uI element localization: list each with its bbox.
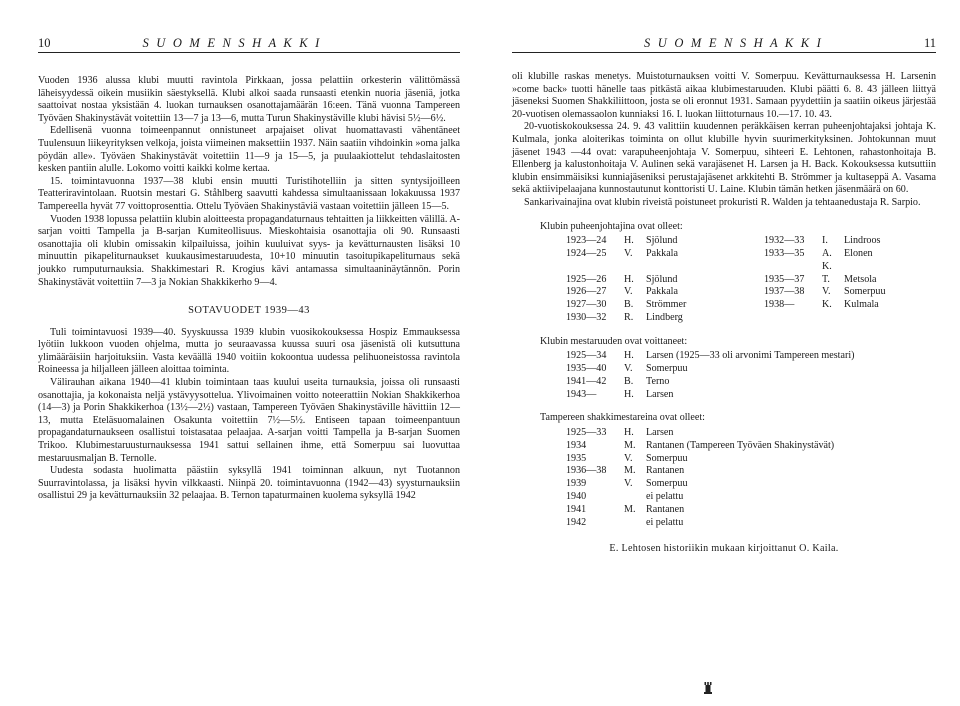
table-cell: V.: [624, 452, 633, 464]
table-cell: 1925—34: [566, 350, 607, 362]
table-cell: 1934: [566, 439, 587, 451]
table-cell: 1939: [566, 478, 587, 490]
table-cell: Sjölund: [646, 273, 678, 285]
chairmen-table: [566, 235, 936, 325]
paragraph: Vuoden 1938 lopussa pelattiin klubin aloitteesta propagandaturnaus tehtaitten ja liikkeitten välillä. A-sarjan voitti Tampella ja B-sarjan Kumiteollisuus. Mieskohtaisia osanottajia oli 90. Runsaasti osanottajia oli klubin omissakin kilpailuissa, joihin kuuluivat syys- ja kevätturnausten lisäksi 10 minuuttin pikapeliturnaukset kuukausimestaruudesta, 10+10 minuutin tasoitupikapeliturnaus sekä joukko rumputurnauksia. Shakkimestari R. Krogius kävi antamassa simultaaninäytännön. Porin Shakinystävät voitettiin 7—3 ja Nokian Shakkikerho 9—4.: [38, 213, 460, 288]
table-cell: K.: [822, 299, 832, 311]
table-cell: 1926—27: [566, 286, 607, 298]
paragraph: Välirauhan aikana 1940—41 klubin toimintaan taas kuului useita turnauksia, joissa oli runsaasti osanottajia, ja kokonaista neljä ystävyysottelua. Ylivoimainen voitto noteerattiin Nokian Shakkikerhoa (14—3) ja Porin Shakkikerhoa (13½—2½) vastaan, Tampereen Työväen Shakinystäville hävittiin 12—13, mutta Eteläsuomalainen Osakunta voitettiin 7½—5½. Entiseen tapaan toimeenpantuun propagandaturnaukseen osallistui toistasataa pelaajaa. A-sarjan voitti Tampella ja B-sarjan Suomen Trikoo. Klubimestaruusturnauksessa 1941 sattui sellainen ihme, että Somerpuu sai luovuttaa mestaruusmaljan B. Ternolle.: [38, 377, 460, 464]
table-cell: B.: [624, 299, 634, 311]
table-cell: 1933—35: [764, 247, 805, 259]
table-cell: 1937—38: [764, 286, 805, 298]
table-cell: Somerpuu: [646, 363, 688, 375]
paragraph: 15. toimintavuonna 1937—38 klubi ensin muutti Turistihotelliin ja sitten syntysijoilleen Teatteriravintolaan. Ruotsin mestari G. Ståhlberg saavutti kahdessa simultaanissaan lokakuussa 1937 Tampereella hyvät 77 voittoprosenttia. Ottelu Työväen Shakinystäviä vastaan voitettiin jälleen 15—5.: [38, 175, 460, 212]
table-cell: 1925—33: [566, 427, 607, 439]
right-page-header: [512, 36, 936, 53]
table-cell: Lindberg: [646, 311, 683, 323]
left-column: [38, 75, 460, 503]
table-cell: [624, 517, 646, 530]
paragraph: Tuli toimintavuosi 1939—40. Syyskuussa 1939 klubin vuosikokouksessa Hospiz Emmauksessa lyötiin lukkoon vuoden ohjelma, mutta jo seuraavassa kuussa suuri osa jäsenistä oli kutsuttuna ylimääräisiin harjoituksiin. Vasta keväällä 1940 voitiin kokoontua uudessa pelihuoneistossa ravintola Roineessa ja hiljalleen jälleen aloittaa toiminta.: [38, 326, 460, 376]
table-cell: T.: [822, 273, 830, 285]
table-cell: 1943—: [566, 388, 597, 400]
table-cell: Terno: [646, 375, 670, 387]
table-cell: B.: [624, 375, 634, 387]
city-champions-intro: Tampereen shakkimestareina ovat olleet:: [540, 412, 705, 424]
table-cell: 1940: [566, 491, 587, 503]
table-cell: Pakkala: [646, 286, 678, 298]
table-cell: M.: [624, 503, 636, 515]
author-note: E. Lehtosen historiikin mukaan kirjoittanut O. Kaila.: [609, 543, 839, 555]
table-cell: A. K.: [822, 247, 832, 272]
table-cell: 1930—32: [566, 311, 607, 323]
paragraph: Uudesta sodasta huolimatta päästiin syksyllä 1941 toiminnan alkuun, nyt Tuotannon Suurravintolassa, ja lisäksi hyvin vilkkaasti. Niinpä 20. toimintavuonna (1942—43) syysturnauksiin osallistui 29 ja kevätturnauksiin 32 pelaajaa. B. Ternon tapaturmainen kuolema syksyllä 1942: [38, 465, 460, 502]
left-page-header: [38, 36, 460, 53]
table-cell: Kulmala: [844, 299, 879, 311]
table-cell: H.: [624, 388, 634, 400]
table-cell: 1935—37: [764, 273, 805, 285]
table-cell: V.: [624, 363, 633, 375]
table-cell: 1924—25: [566, 247, 607, 259]
table-cell: Somerpuu: [646, 478, 688, 490]
table-cell: [822, 312, 844, 325]
paragraph: Sankarivainajina ovat klubin riveistä poistuneet prokuristi R. Walden ja tehtaanedustaja R. Sarpio.: [524, 196, 921, 208]
table-cell: Somerpuu: [646, 452, 688, 464]
table-cell: [624, 491, 646, 504]
table-cell: V.: [624, 247, 633, 259]
table-cell: Strömmer: [646, 299, 687, 311]
table-cell: 1938—: [764, 299, 795, 311]
table-cell: Rantanen (Tampereen Työväen Shakinystävät): [646, 439, 835, 451]
table-cell: H.: [624, 427, 634, 439]
running-title: S U O M E N S H A K K I: [142, 36, 322, 50]
section-title: SOTAVUODET 1939—43: [188, 305, 310, 317]
table-cell: Lindroos: [844, 235, 881, 247]
table-cell: R.: [624, 311, 634, 323]
table-cell: H.: [624, 350, 634, 362]
table-cell: 1932—33: [764, 235, 805, 247]
paragraph: Vuoden 1936 alussa klubi muutti ravintola Pirkkaan, jossa pelattiin orkesterin välittömässä läheisyydessä oikein musiikin säestyksellä. Klubi alkoi saada runsaasti etenkin nuoria jäseniä, jotka saattoivat nostaa yksistään 4. luokan turnauksen osanottajamäärän 16:een. Tänä vuonna Tampereen Työväen Shakinystävät voitettiin 13—7 ja 13—6, mutta Turun Shakinystäville klubi hävisi 5½—6½.: [38, 75, 460, 124]
table-cell: M.: [624, 465, 636, 477]
page-number: 11: [923, 36, 936, 50]
right-column: [512, 71, 936, 556]
table-cell: V.: [624, 478, 633, 490]
running-title: S U O M E N S H A K K I: [644, 36, 823, 50]
table-cell: 1935: [566, 452, 587, 464]
paragraph: oli klubille raskas menetys. Muistoturnauksen voitti V. Somerpuu. Kevätturnauksessa H. Larsenin »come back» tuotti hänelle taas pitkästä aikaa klubimestaruuden. Klubi päätti 6. 8. 43 jälleen liittyä jäseneksi Suomen Shakkiliittoon, josta se oli eronnut 1931. Samaan pyydettiin ja saatiin oikeus järjestää 20-vuotisen olemassaolon kunniaksi 16. I. luokan liittoturnaus 10.—17. 10. 43.: [512, 71, 936, 120]
table-cell: 1941: [566, 503, 587, 515]
club-champions-intro: Klubin mestaruuden ovat voittaneet:: [540, 335, 688, 347]
table-cell: 1935—40: [566, 363, 607, 375]
chairmen-list-intro: Klubin puheenjohtajina ovat olleet:: [540, 220, 683, 232]
table-cell: V.: [822, 286, 831, 298]
paragraph: 20-vuotiskokouksessa 24. 9. 43 valittiin kuudennen peräkkäisen kerran puheenjohtajaksi johtaja K. Kulmala, jonka aloiterikas toiminta on ollut klubille hyvin suurimerkityksinen. Johtokunnan muut jäsenet 1943 —44 ovat: varapuheenjohtaja V. Somerpuu, sihteeri E. Lehtonen, rahastonhoitaja B. Ellenberg ja kalustonhoitaja V. Aulinen sekä varajäsenet H. Larsen ja H. Back. Kokouksessa kutsuttiin klubin ensimmäisiksi kunniajäseniksi perustajajäsenet arkkitehti B. Strömmer ja kultaseppä A. Vasama sekä aktiivipelaajana kunnostautunut konttoristi U. Laine. Klubin tämän hetken jäsenmäärä on 60.: [512, 121, 936, 196]
table-cell: Larsen: [646, 388, 674, 400]
table-cell: Larsen (1925—33 oli arvonimi Tampereen mestari): [646, 350, 855, 362]
table-cell: H.: [624, 235, 634, 247]
club-champions-table: [566, 350, 936, 401]
table-cell: Larsen: [646, 427, 674, 439]
table-cell: [844, 312, 936, 325]
table-cell: 1923—24: [566, 235, 607, 247]
table-cell: 1941—42: [566, 375, 607, 387]
table-cell: Rantanen: [646, 503, 685, 515]
table-cell: Somerpuu: [844, 286, 886, 298]
table-cell: 1942: [566, 516, 587, 528]
table-cell: V.: [624, 286, 633, 298]
right-page: [490, 0, 960, 706]
table-cell: Pakkala: [646, 247, 678, 259]
table-cell: Metsola: [844, 273, 877, 285]
table-cell: H.: [624, 273, 634, 285]
table-cell: Sjölund: [646, 235, 678, 247]
page-number: 10: [38, 36, 51, 50]
table-cell: 1936—38: [566, 465, 607, 477]
table-cell: [764, 312, 822, 325]
table-cell: 1925—26: [566, 273, 607, 285]
left-page: [0, 0, 470, 706]
table-cell: M.: [624, 439, 636, 451]
table-cell: Elonen: [844, 247, 873, 259]
table-cell: ei pelattu: [646, 491, 684, 503]
table-cell: I.: [822, 235, 828, 247]
chess-piece-icon: [703, 682, 713, 694]
table-cell: ei pelattu: [646, 516, 684, 528]
table-cell: 1927—30: [566, 299, 607, 311]
city-champions-table: [566, 427, 936, 529]
paragraph: Edellisenä vuonna toimeenpannut onnistuneet arpajaiset olivat huomattavasti vähentäneet Tuulensuun liikeyrityksen velkoja, joista viimeinen maksettiin 1937. Näin saatiin vihdoinkin »oma jalka pöydän alle». Työväen Shakinystävät voitettiin 11—9 ja 15—5, ja puulaakiottelut tehdaslaitosten kesken pantiin alulle. Lokomo voitti kaikki kolme kertaa.: [38, 125, 460, 175]
table-cell: Rantanen: [646, 465, 685, 477]
